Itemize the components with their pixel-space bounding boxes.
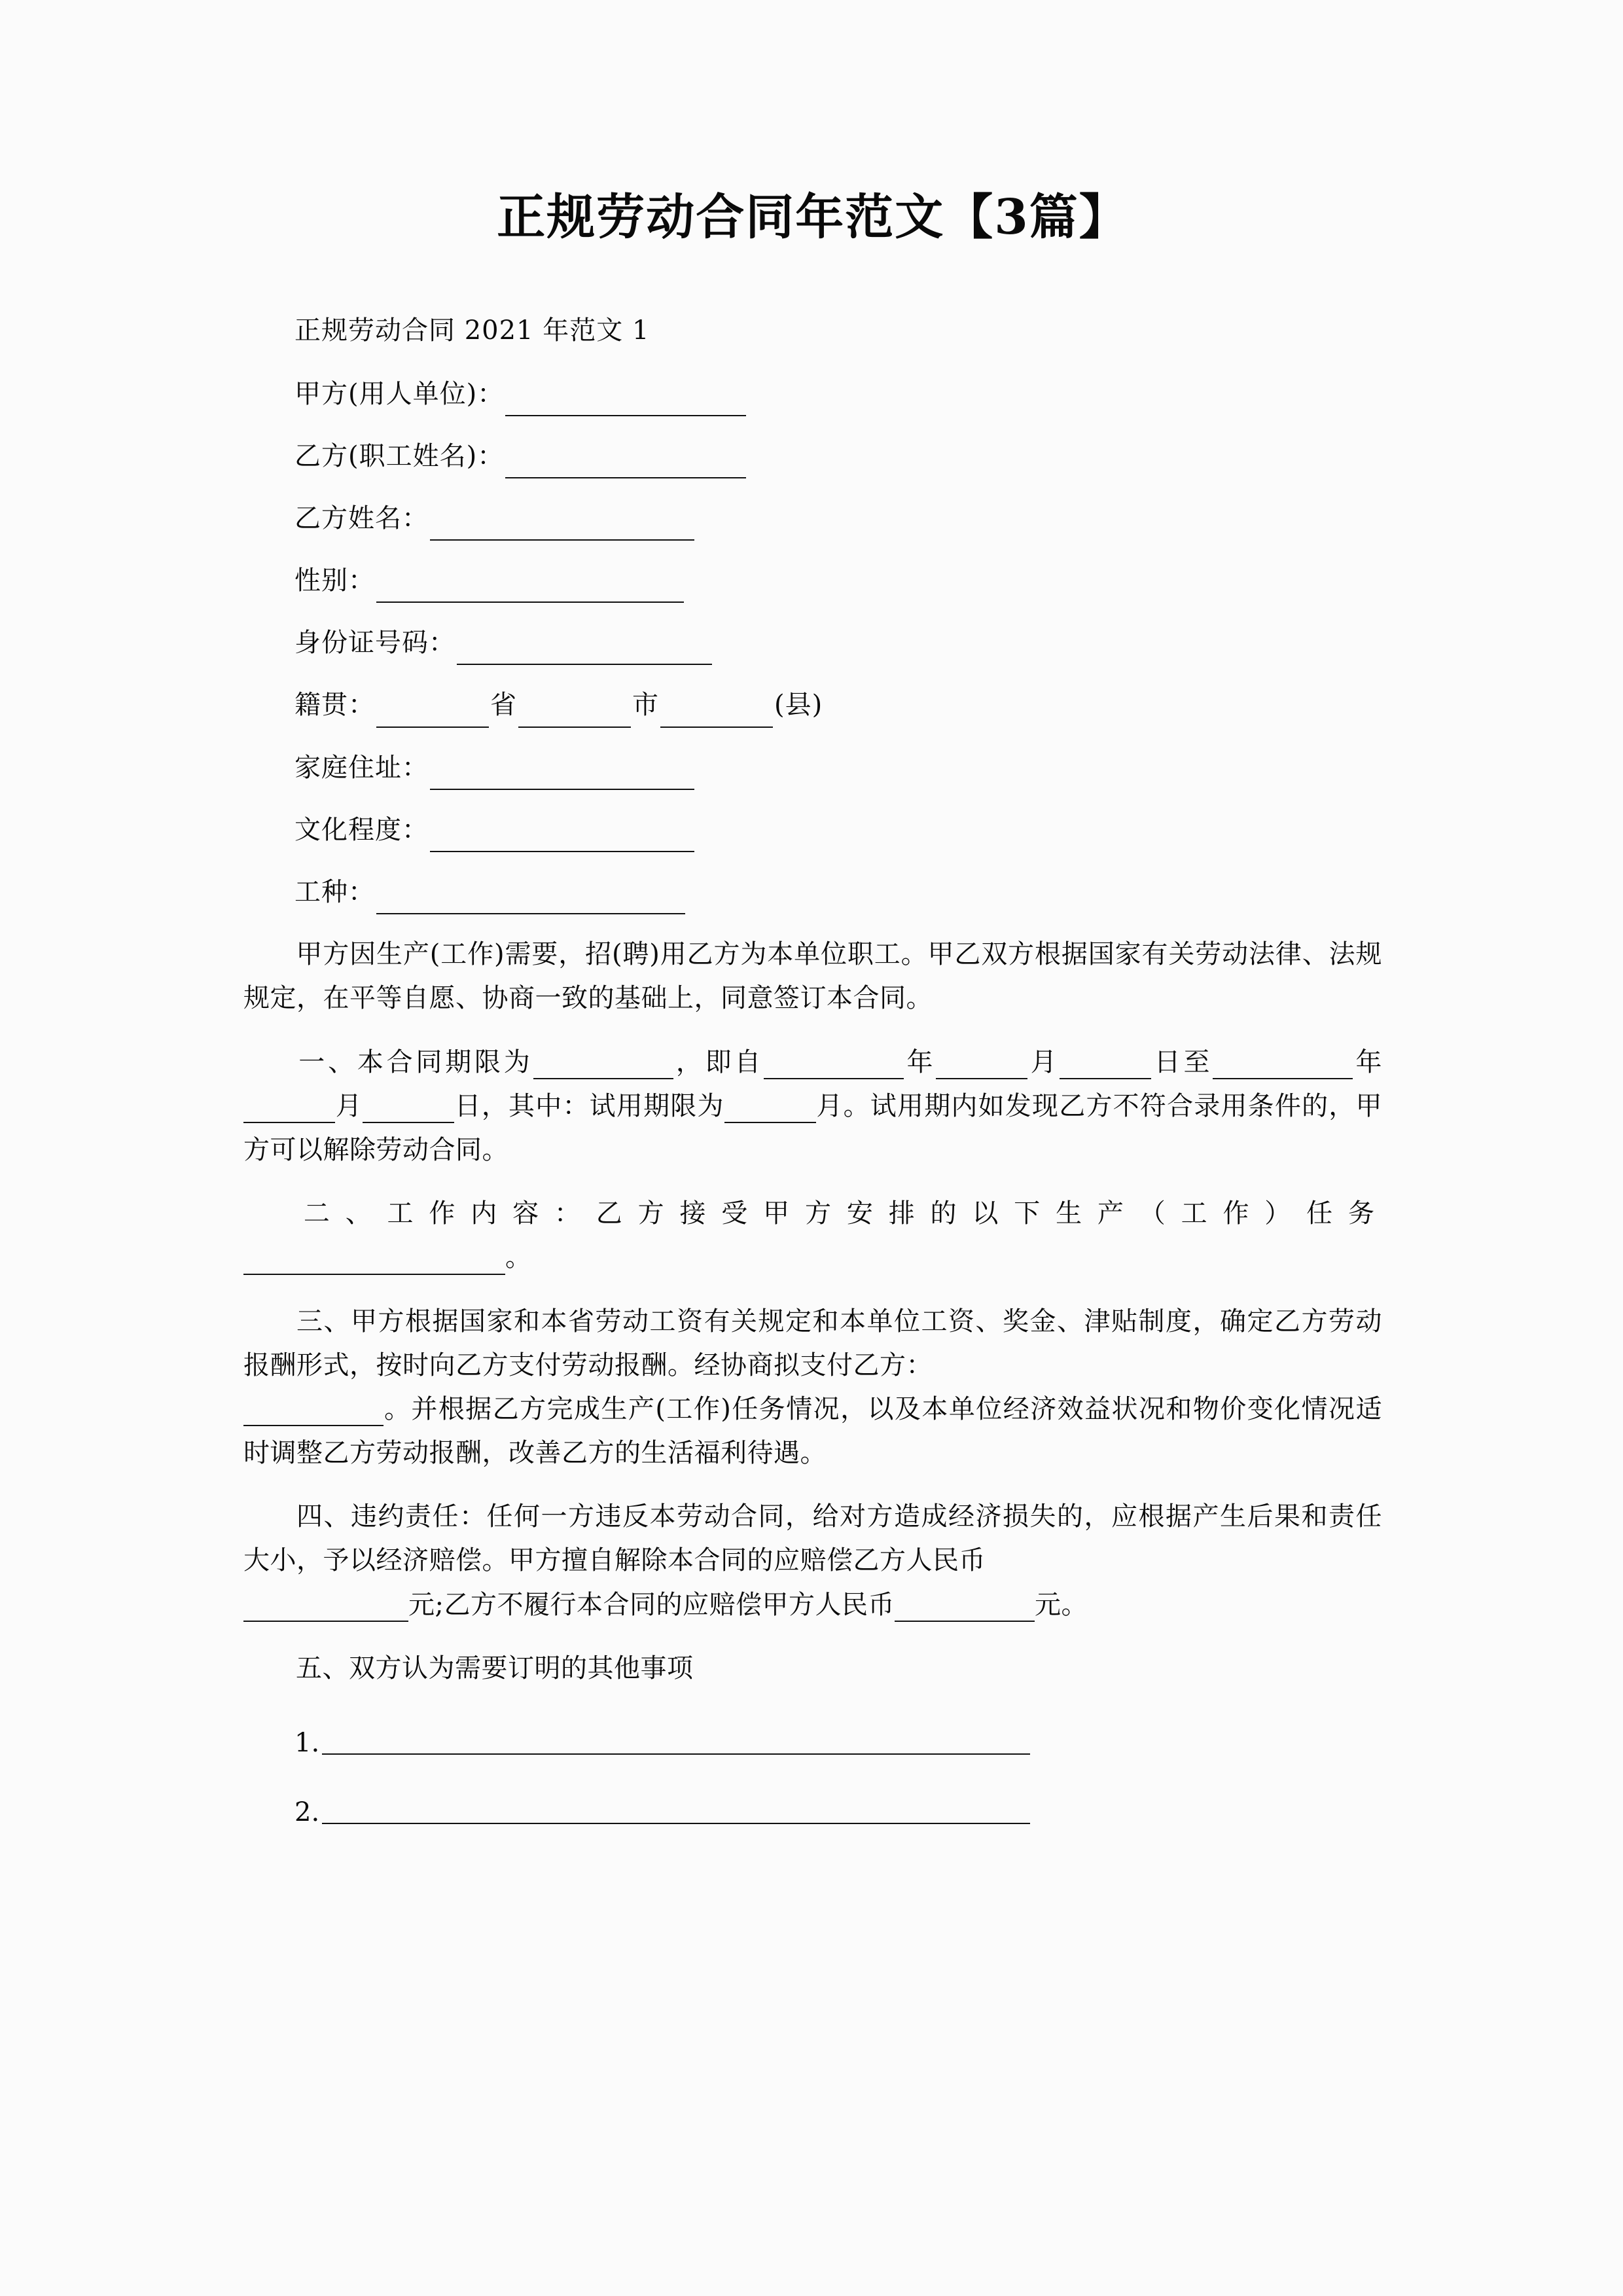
clause-1-blank-probation[interactable] [724,1122,816,1123]
clause-1-text-7: 月 [335,1090,363,1121]
field-blank-education[interactable] [430,851,694,852]
clause-4-text-1: 四、违约责任：任何一方违反本劳动合同，给对方造成经济损失的，应根据产生后果和责任大小，予以经济赔偿。甲方擅自解除本合同的应赔偿乙方人民币 [243,1501,1382,1576]
clause-4-text-2: 元;乙方不履行本合同的应赔偿甲方人民币 [408,1589,895,1620]
clause-1-blank-term[interactable] [533,1078,673,1079]
preamble-paragraph [243,910,1382,1020]
field-blank-gender[interactable] [376,601,684,603]
field-blank-origin-county[interactable] [660,726,773,728]
clause-1-blank-start-month[interactable] [936,1078,1027,1079]
field-row-party-b [243,439,1382,475]
field-row-id-number [243,625,1382,661]
field-row-home-address [243,750,1382,786]
other-item-2-blank[interactable] [322,1823,1030,1824]
clause-5-text-1: 五、双方认为需要订明的其他事项 [296,1653,694,1683]
field-row-party-a [243,376,1382,412]
field-blank-party-b[interactable] [505,477,746,478]
clause-2-paragraph [243,1172,1382,1280]
field-blank-party-a[interactable] [505,415,746,416]
other-item-1 [243,1726,1382,1760]
field-blank-home-address[interactable] [430,789,694,790]
field-blank-id-number[interactable] [457,664,712,665]
document-content [243,0,1382,1829]
field-label-party-b: 乙方(职工姓名)： [294,440,505,471]
clause-1-text-2: ，即自 [673,1047,764,1077]
other-item-1-number: 1. [294,1728,320,1758]
field-blank-job-type[interactable] [376,913,685,914]
preamble-text: 甲方因生产(工作)需要，招(聘)用乙方为本单位职工。甲乙双方根据国家有关劳动法律、法规规定，在平等自愿、协商一致的基础上，同意签订本合同。 [243,939,1382,1014]
clause-1-text-3: 年 [904,1047,936,1077]
field-blank-origin-city[interactable] [518,726,631,728]
field-label-education: 文化程度： [294,814,429,845]
field-row-origin [243,687,1382,723]
origin-county-unit: (县) [774,690,823,721]
clause-4-blank-amount-b[interactable] [895,1621,1035,1622]
clause-1-text-1: 一、本合同期限为 [296,1047,533,1077]
clause-3-text-1: 三、甲方根据国家和本省劳动工资有关规定和本单位工资、奖金、津贴制度，确定乙方劳动报酬形式，按时向乙方支付劳动报酬。经协商拟支付乙方： [243,1306,1382,1380]
field-label-employee-name: 乙方姓名： [294,503,429,533]
origin-city-unit: 市 [632,690,659,721]
field-row-job-type [243,874,1382,910]
clause-1-paragraph [243,1021,1382,1173]
clause-2-blank-task[interactable] [243,1274,505,1275]
field-row-employee-name [243,501,1382,537]
clause-2-text-1: 二、工作内容：乙方接受甲方安排的以下生产（工作）任务 [296,1198,1382,1229]
clause-1-text-9: 月。试用期内如发现乙方不符合录用条件的，甲方可以解除劳动合同。 [243,1090,1383,1165]
field-label-job-type: 工种： [294,877,375,907]
field-label-origin: 籍贯： [294,690,375,721]
page-title: 正规劳动合同年范文【3篇】 [497,189,1129,245]
clause-4-blank-amount-a[interactable] [243,1621,408,1622]
other-item-2 [243,1795,1382,1829]
clause-2-text-2: 。 [505,1242,539,1273]
party-field-list [243,376,1382,911]
clause-1-blank-start-day[interactable] [1060,1078,1151,1079]
clause-1-text-8: 日，其中：试用期限为 [454,1090,724,1121]
document-subheading: 正规劳动合同 2021 年范文 1 [294,315,650,346]
clause-5-paragraph [243,1627,1382,1691]
clause-3-text-2: 。并根据乙方完成生产(工作)任务情况，以及本单位经济效益状况和物价变化情况适时调整乙方劳动报酬，改善乙方的生活福利待遇。 [243,1393,1382,1469]
other-item-2-number: 2. [294,1797,320,1827]
other-item-1-blank[interactable] [322,1753,1030,1755]
clause-3-paragraph [243,1280,1382,1476]
field-label-party-a: 甲方(用人单位)： [294,378,505,409]
field-row-education [243,812,1382,848]
field-label-home-address: 家庭住址： [294,752,429,783]
field-blank-origin-province[interactable] [376,726,489,728]
clause-4-paragraph [243,1475,1382,1627]
field-label-id-number: 身份证号码： [294,628,455,658]
clause-3-blank-salary[interactable] [243,1425,383,1426]
clause-1-blank-end-day[interactable] [363,1122,454,1123]
clause-1-blank-start-year[interactable] [764,1078,904,1079]
clause-1-blank-end-year[interactable] [1213,1078,1353,1079]
field-row-gender [243,563,1382,599]
clause-1-text-4: 月 [1027,1047,1060,1077]
clause-4-text-3: 元。 [1034,1589,1088,1620]
clause-1-text-6: 年 [1353,1047,1383,1077]
origin-province-unit: 省 [490,690,517,721]
field-label-gender: 性别： [294,565,375,596]
field-blank-employee-name[interactable] [430,539,694,541]
clause-1-blank-end-month[interactable] [243,1122,335,1123]
clause-1-text-5: 日至 [1151,1047,1213,1077]
